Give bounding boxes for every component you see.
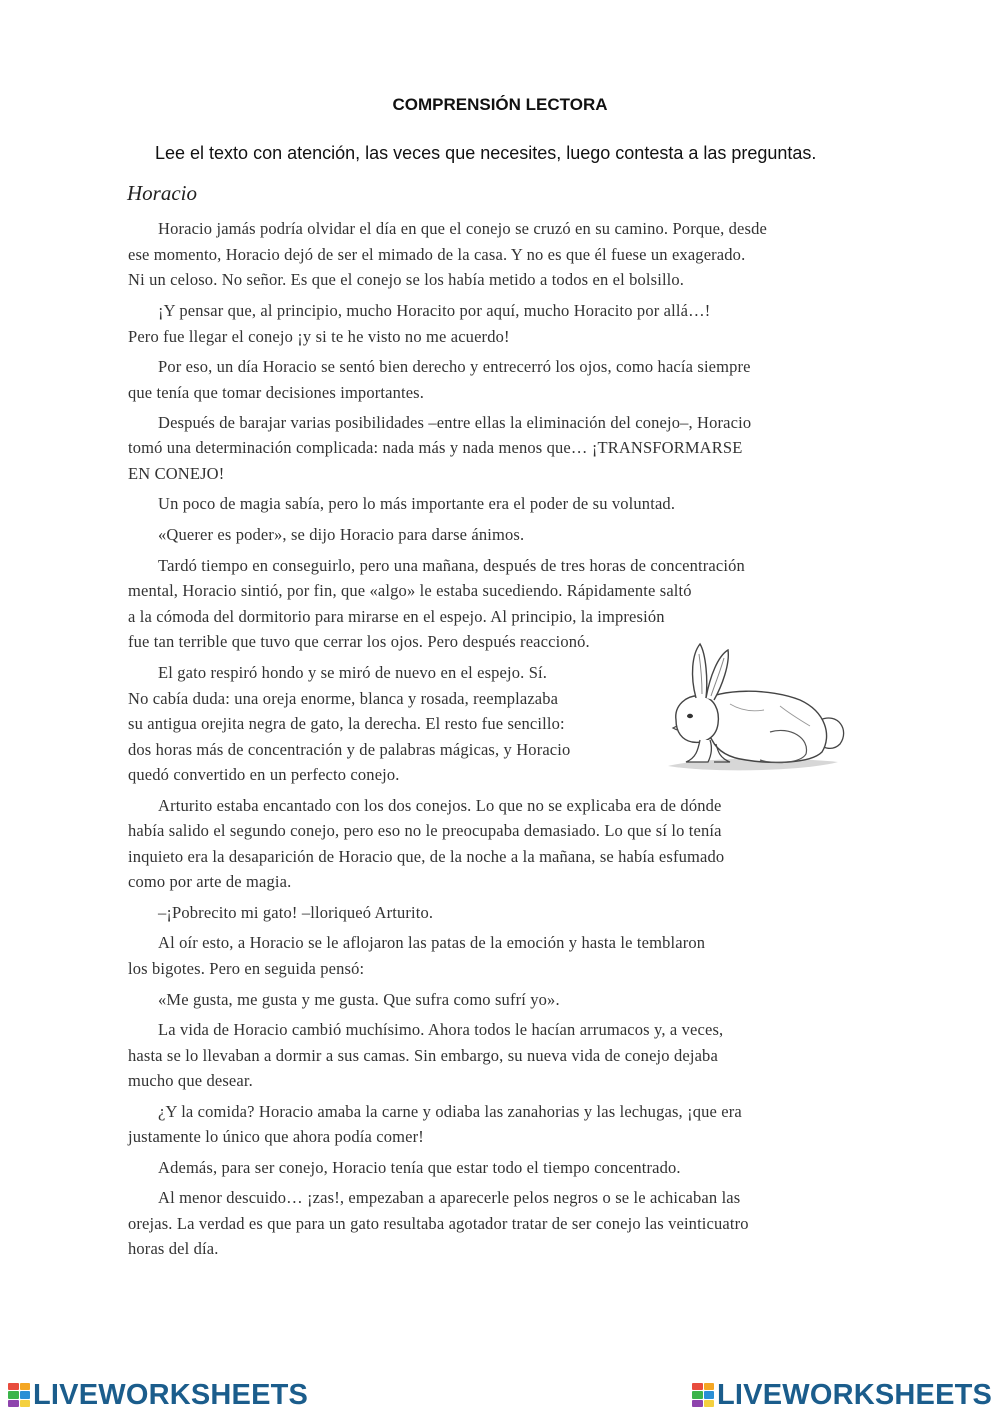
story-line: horas del día. [128, 1239, 219, 1258]
story-line: Un poco de magia sabía, pero lo más importante era el poder de su voluntad. [158, 494, 676, 513]
story-line: había salido el segundo conejo, pero eso no le preocupaba demasiado. Lo que sí lo tenía [128, 821, 722, 840]
liveworksheets-logo-left[interactable] [8, 1379, 308, 1411]
liveworksheets-logo-right[interactable] [692, 1379, 992, 1411]
story-line: tomó una determinación complicada: nada más y nada menos que… ¡TRANSFORMARSE [128, 438, 743, 457]
story-title: Horacio [127, 181, 197, 205]
story-line: a la cómoda del dormitorio para mirarse en el espejo. Al principio, la impresión [128, 607, 665, 626]
story-line: ¿Y la comida? Horacio amaba la carne y odiaba las zanahorias y las lechugas, ¡que era [158, 1102, 742, 1121]
story-line: Al menor descuido… ¡zas!, empezaban a aparecerle pelos negros o se le achicaban las [158, 1188, 741, 1207]
story-line: La vida de Horacio cambió muchísimo. Ahora todos le hacían arrumacos y, a veces, [158, 1020, 724, 1039]
liveworksheets-icon [8, 1383, 30, 1407]
story-line: Por eso, un día Horacio se sentó bien derecho y entrecerró los ojos, como hacía siempre [158, 357, 751, 376]
rabbit-illustration [660, 640, 850, 780]
story-line: quedó convertido en un perfecto conejo. [128, 765, 400, 784]
story-line: «Querer es poder», se dijo Horacio para darse ánimos. [158, 525, 525, 544]
liveworksheets-icon [692, 1383, 714, 1407]
story-line: ¡Y pensar que, al principio, mucho Horacito por aquí, mucho Horacito por allá…! [158, 301, 711, 320]
story-line: –¡Pobrecito mi gato! –lloriqueó Arturito. [158, 903, 434, 922]
story-line: los bigotes. Pero en seguida pensó: [128, 959, 365, 978]
story-line: fue tan terrible que tuvo que cerrar los ojos. Pero después reaccionó. [128, 632, 590, 651]
story-line: Pero fue llegar el conejo ¡y si te he visto no me acuerdo! [128, 327, 510, 346]
story-line: Además, para ser conejo, Horacio tenía que estar todo el tiempo concentrado. [158, 1158, 681, 1177]
story-line: inquieto era la desaparición de Horacio que, de la noche a la mañana, se había esfumado [128, 847, 725, 866]
instructions-text: Lee el texto con atención, las veces que necesites, luego contesta a las preguntas. [155, 143, 817, 163]
story-line: Después de barajar varias posibilidades –entre ellas la eliminación del conejo–, Horacio [158, 413, 752, 432]
story-line: Arturito estaba encantado con los dos conejos. Lo que no se explicaba era de dónde [158, 796, 722, 815]
story-line: Tardó tiempo en conseguirlo, pero una mañana, después de tres horas de concentración [158, 556, 745, 575]
logo-text: LIVEWORKSHEETS [33, 1378, 309, 1411]
story-line: EN CONEJO! [128, 464, 225, 483]
story-line: Horacio jamás podría olvidar el día en que el conejo se cruzó en su camino. Porque, desde [158, 219, 767, 238]
story-line: Al oír esto, a Horacio se le aflojaron las patas de la emoción y hasta le temblaron [158, 933, 706, 952]
story-line: El gato respiró hondo y se miró de nuevo en el espejo. Sí. [158, 663, 548, 682]
story-line: ese momento, Horacio dejó de ser el mimado de la casa. Y no es que él fuese un exagerado. [128, 245, 746, 264]
story-line: hasta se lo llevaban a dormir a sus camas. Sin embargo, su nueva vida de conejo dejaba [128, 1046, 718, 1065]
logo-text: LIVEWORKSHEETS [717, 1378, 993, 1411]
story-line: su antigua orejita negra de gato, la derecha. El resto fue sencillo: [128, 714, 565, 733]
page-title: COMPRENSIÓN LECTORA [392, 95, 608, 114]
story-line: dos horas más de concentración y de palabras mágicas, y Horacio [128, 740, 571, 759]
story-line: mucho que desear. [128, 1071, 253, 1090]
story-line: «Me gusta, me gusta y me gusta. Que sufra como sufrí yo». [158, 990, 560, 1009]
story-line: orejas. La verdad es que para un gato resultaba agotador tratar de ser conejo las veinticuatro [128, 1214, 749, 1233]
story-line: que tenía que tomar decisiones importantes. [128, 383, 425, 402]
story-line: justamente lo único que ahora podía comer! [128, 1127, 424, 1146]
story-line: mental, Horacio sintió, por fin, que «algo» le estaba sucediendo. Rápidamente saltó [128, 581, 692, 600]
story-line: Ni un celoso. No señor. Es que el conejo se los había metido a todos en el bolsillo. [128, 270, 685, 289]
story-line: como por arte de magia. [128, 872, 292, 891]
story-line: No cabía duda: una oreja enorme, blanca y rosada, reemplazaba [128, 689, 559, 708]
